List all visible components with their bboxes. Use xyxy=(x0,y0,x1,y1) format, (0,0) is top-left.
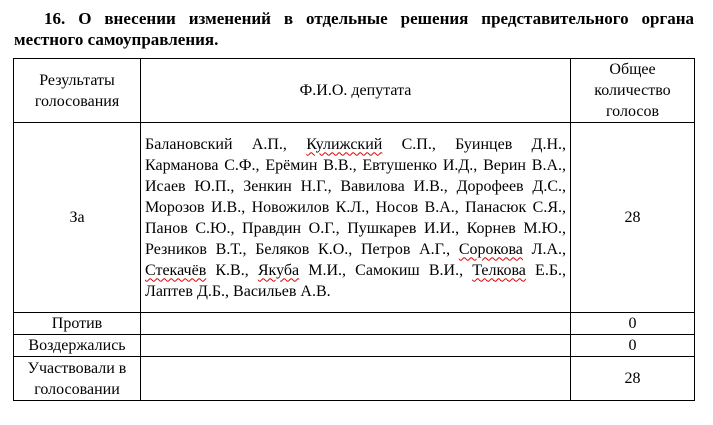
names-part: Балановский А.П., xyxy=(145,135,287,153)
names-part-flagged: Телкова xyxy=(472,261,526,279)
table-row-abstained xyxy=(14,335,695,357)
total-against: 0 xyxy=(571,313,695,335)
names-part: К.В., xyxy=(206,261,258,279)
names-part-flagged: Кулижский xyxy=(306,135,383,153)
names-part-flagged: Якуба xyxy=(257,261,300,279)
names-part: С.П., Буинцев Д.Н., Карманова С.Ф., Ерёмин В.В., Евтушенко И.Д., Верин В.А., Исаев Ю.П., Зенкин Н.Г., Вавилова И.В., Дорофеев Д.С., Морозов И.В., Новожилов К.Л., Носов В.А., Панасюк С.Я., Панов С.Ю., Правдин О.Г., Пушкарев И.И., Корнев М.Ю., Резников В.Т., Беляков К.О., Петров А.Г., xyxy=(145,135,567,258)
deputy-names-for xyxy=(141,123,571,313)
names-part: Е.Б., Лаптев Д.Б., Васильев А.В. xyxy=(145,261,567,300)
deputy-names-abstained xyxy=(141,335,571,357)
section-heading: 16. О внесении изменений в отдельные решения представительного органа местного самоуправления. xyxy=(14,9,694,49)
table-row-participated xyxy=(14,357,695,401)
deputy-names-against xyxy=(141,313,571,335)
row-label-abstained: Воздержались xyxy=(14,335,141,357)
row-label-against: Против xyxy=(14,313,141,335)
names-space xyxy=(287,136,306,153)
header-total: Общее количество голосов xyxy=(571,59,695,123)
row-label-for: За xyxy=(14,123,141,313)
deputy-names-participated xyxy=(141,357,571,401)
total-participated: 28 xyxy=(571,357,695,401)
row-label-participated: Участвовали в голосовании xyxy=(14,357,141,401)
header-fio: Ф.И.О. депутата xyxy=(141,59,571,123)
names-part: М.И., Самокиш В.И., xyxy=(299,261,473,279)
voting-results-table xyxy=(13,58,695,401)
names-part: Л.А., xyxy=(522,240,567,258)
header-results: Результаты голосования xyxy=(14,59,141,123)
table-row-against xyxy=(14,313,695,335)
names-part-flagged: Стекачёв xyxy=(145,261,207,279)
table-row-for xyxy=(14,123,695,313)
table-header-row xyxy=(14,59,695,123)
names-part-flagged: Сорокова xyxy=(458,240,523,258)
total-abstained: 0 xyxy=(571,335,695,357)
total-for: 28 xyxy=(571,123,695,313)
